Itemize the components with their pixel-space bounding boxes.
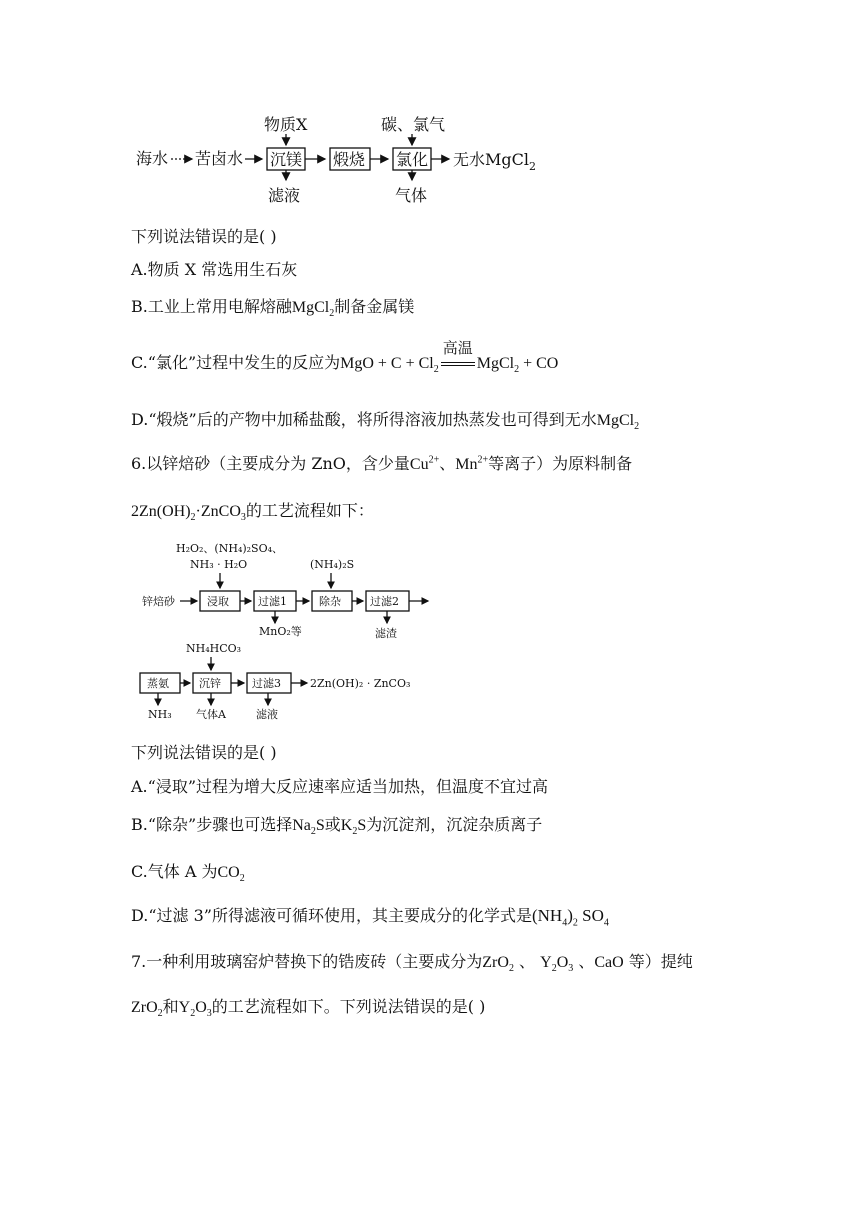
precip-zinc-label: 沉锌 bbox=[199, 677, 221, 690]
q5-c-text: C.“氯化”过程中发生的反应为 bbox=[131, 353, 341, 372]
q5-option-b bbox=[131, 296, 414, 319]
q5-option-a: A.物质 X 常选用生石灰 bbox=[131, 260, 298, 279]
step-precipitate-label: 沉镁 bbox=[270, 150, 303, 169]
q5-option-d bbox=[131, 409, 639, 432]
nh3-label: NH₃ bbox=[148, 708, 172, 721]
q6-option-d: D.“过滤 3”所得滤液可循环使用，其主要成分的化学式是$(NH_4)_2$ $SO_4$ bbox=[131, 906, 609, 929]
product-label: 无水MgCl$_2$ bbox=[453, 150, 536, 173]
mgcl2-flow-diagram bbox=[0, 0, 860, 210]
q7-stem-line2: ZrO$_2$和$Y_2O_3$的工艺流程如下。下列说法错误的是( ) bbox=[131, 997, 486, 1020]
zro2-formula: ZrO$_2$ bbox=[482, 954, 514, 975]
gas-a-label: 气体A bbox=[196, 708, 226, 721]
output-filtrate-label: 滤液 bbox=[268, 186, 301, 205]
leach-label: 浸取 bbox=[207, 595, 229, 608]
q5-c-equation-rhs: MgCl$_2$ + CO bbox=[476, 355, 559, 376]
filtrate-label: 滤液 bbox=[256, 708, 278, 721]
q6-target-formula: $2Zn(OH)_2\cdot ZnCO_3$ bbox=[131, 503, 246, 524]
residue-label: 滤渣 bbox=[375, 627, 397, 640]
mno2-label: MnO₂等 bbox=[259, 625, 302, 638]
q5-b-formula: MgCl$_2$ bbox=[291, 299, 335, 320]
zn-product-label: 2Zn(OH)₂ · ZnCO₃ bbox=[310, 677, 411, 690]
q5-d-formula: MgCl$_2$ bbox=[596, 412, 640, 433]
cu-ion: $Cu^{2+}$ bbox=[409, 454, 440, 473]
q5-c-reaction-condition: 高温 bbox=[439, 353, 477, 375]
reagents-line1: H₂O₂、(NH₄)₂SO₄、 bbox=[176, 542, 284, 555]
co2-formula: $CO_2$ bbox=[217, 864, 245, 885]
q5-stem: 下列说法错误的是( ) bbox=[131, 227, 277, 246]
q5-b-tail: 制备金属镁 bbox=[334, 297, 415, 316]
steam-ammonia-label: 蒸氨 bbox=[147, 677, 169, 690]
q5-d-text: D.“煅烧”后的产物中加稀盐酸，将所得溶液加热蒸发也可得到无水 bbox=[131, 410, 597, 429]
raw-material-label: 锌焙砂 bbox=[142, 595, 175, 608]
filter2-label: 过滤2 bbox=[370, 595, 399, 608]
q5-b-text: B.工业上常用电解熔融 bbox=[131, 297, 292, 316]
q6-option-b: B.“除杂”步骤也可选择$Na_2S$或$K_2S$为沉淀剂，沉淀杂质离子 bbox=[131, 815, 543, 838]
input-carbon-chlorine-label: 碳、氯气 bbox=[381, 115, 446, 134]
filter3-label: 过滤3 bbox=[252, 677, 281, 690]
q6-stem: 下列说法错误的是( ) bbox=[131, 743, 277, 762]
reagents-line2: NH₃ · H₂O bbox=[190, 558, 248, 571]
q6-stem-line2: $2Zn(OH)_2\cdot ZnCO_3$的工艺流程如下： bbox=[131, 501, 374, 524]
reagent-nh4-2s: (NH₄)₂S bbox=[310, 558, 355, 571]
y2o3-formula: $Y_2O_3$ bbox=[540, 954, 574, 975]
step-chlorinate-label: 氯化 bbox=[396, 150, 429, 169]
filter1-label: 过滤1 bbox=[258, 595, 287, 608]
output-gas-label: 气体 bbox=[395, 186, 428, 205]
y2o3-formula: $Y_2O_3$ bbox=[178, 999, 212, 1020]
mn-ion: $Mn^{2+}$ bbox=[455, 454, 489, 473]
q5-option-c bbox=[131, 339, 559, 376]
na2s-formula: $Na_2S$ bbox=[292, 817, 325, 838]
q7-stem-line1: 7.一种利用玻璃窑炉替换下的锆废砖（主要成分为ZrO$_2$ 、 $Y_2O_3$ 、CaO 等）提纯 bbox=[131, 952, 693, 975]
input-x-label: 物质X bbox=[264, 115, 308, 134]
step-calcine-label: 煅烧 bbox=[333, 150, 366, 169]
q5-c-equation-lhs: MgO + $C + Cl_2$ bbox=[340, 355, 439, 376]
cao-formula: CaO bbox=[594, 954, 624, 971]
q6-option-c: C.气体 A 为$CO_2$ bbox=[131, 862, 245, 885]
zinc-flow-diagram bbox=[0, 535, 860, 735]
q6-stem-line1: 6.以锌焙砂（主要成分为 ZnO，含少量$Cu^{2+}$、$Mn^{2+}$等离子）为原料制备 bbox=[131, 454, 633, 473]
seawater-label: 海水 bbox=[136, 149, 169, 168]
purify-label: 除杂 bbox=[319, 595, 341, 608]
bittern-label: 苦卤水 bbox=[195, 149, 244, 168]
k2s-formula: $K_2S$ bbox=[340, 817, 367, 838]
reagent-nh4hco3: NH₄HCO₃ bbox=[186, 642, 242, 655]
nh4-2so4-formula: $(NH_4)_2$ $SO_4$ bbox=[531, 906, 609, 929]
q6-option-a: A.“浸取”过程为增大反应速率应适当加热，但温度不宜过高 bbox=[131, 777, 549, 796]
zro2-formula: ZrO$_2$ bbox=[131, 999, 163, 1020]
